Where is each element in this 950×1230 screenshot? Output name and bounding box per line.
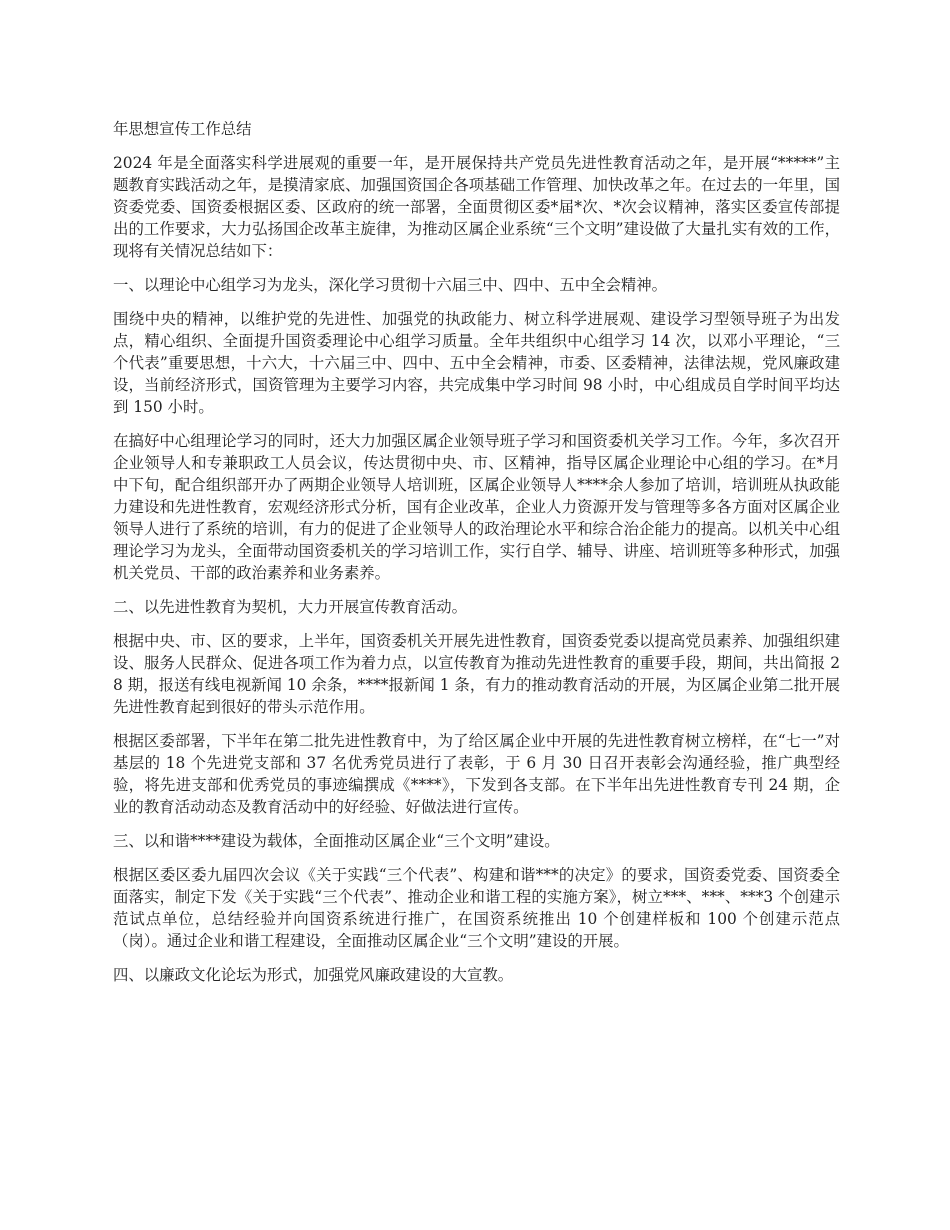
paragraph-1b: 在搞好中心组理论学习的同时，还大力加强区属企业领导班子学习和国资委机关学习工作。今年，多次召开企业领导人和专兼职政工人员会议，传达贯彻中央、市、区精神，指导区属企业理论中心组的学习。在*月中下旬，配合组织部开办了两期企业领导人培训班，区属企业领导人****余人参加了培训，培训班从执政能力建设和先进性教育，宏观经济形式分析，国有企业改革，企业人力资源开发与管理等多各方面对区属企业领导人进行了系统的培训，有力的促进了企业领导人的政治理论水平和综合治企能力的提高。以机关中心组理论学习为龙头，全面带动国资委机关的学习培训工作，实行自学、辅导、讲座、培训班等多种形式，加强机关党员、干部的政治素养和业务素养。 <box>113 432 840 582</box>
document-title: 年思想宣传工作总结 <box>113 120 252 138</box>
document-page <box>113 118 840 998</box>
section-heading-1: 一、以理论中心组学习为龙头，深化学习贯彻十六届三中、四中、五中全会精神。 <box>113 276 668 294</box>
paragraph-2a: 根据中央、市、区的要求，上半年，国资委机关开展先进性教育，国资委党委以提高党员素养、加强组织建设、服务人民群众、促进各项工作为着力点，以宣传教育为推动先进性教育的重要手段，期间，共出简报 28 期，报送有线电视新闻 10 余条，****报新闻 1 条，有力的推动教育活动的开展，为区属企业第二批开展先进性教育起到很好的带头示范作用。 <box>113 632 840 716</box>
section-heading-3: 三、以和谐****建设为载体，全面推动区属企业“三个文明”建设。 <box>113 832 560 850</box>
paragraph-2b: 根据区委部署，下半年在第二批先进性教育中，为了给区属企业中开展的先进性教育树立榜样，在“七一”对基层的 18 个先进党支部和 37 名优秀党员进行了表彰，于 6 月 30 日召开表彰会沟通经验，推广典型经验，将先进支部和优秀党员的事迹编撰成《****》，下发到各支部。在下半年出先进性教育专刊 24 期，企业的教育活动动态及教育活动中的好经验、好做法进行宣传。 <box>113 732 840 816</box>
section-heading-4: 四、以廉政文化论坛为形式，加强党风廉政建设的大宣教。 <box>113 966 514 984</box>
paragraph-intro: 2024 年是全面落实科学进展观的重要一年，是开展保持共产党员先进性教育活动之年，是开展“*****”主题教育实践活动之年，是摸清家底、加强国资国企各项基础工作管理、加快改革之年。在过去的一年里，国资委党委、国资委根据区委、区政府的统一部署，全面贯彻区委*届*次、*次会议精神，落实区委宣传部提出的工作要求，大力弘扬国企改革主旋律，为推动区属企业系统“三个文明”建设做了大量扎实有效的工作，现将有关情况总结如下： <box>113 154 840 260</box>
section-heading-2: 二、以先进性教育为契机，大力开展宣传教育活动。 <box>113 598 467 616</box>
paragraph-3a: 根据区委区委九届四次会议《关于实践“三个代表”、构建和谐***的决定》的要求，国资委党委、国资委全面落实，制定下发《关于实践“三个代表”、推动企业和谐工程的实施方案》，树立***、***、***3 个创建示范试点单位，总结经验并向国资系统进行推广，在国资系统推出 10 个创建样板和 100 个创建示范点（岗）。通过企业和谐工程建设，全面推动区属企业“三个文明”建设的开展。 <box>113 866 840 950</box>
paragraph-1a: 围绕中央的精神，以维护党的先进性、加强党的执政能力、树立科学进展观、建设学习型领导班子为出发点，精心组织、全面提升国资委理论中心组学习质量。全年共组织中心组学习 14 次，以邓小平理论，“三个代表”重要思想，十六大，十六届三中、四中、五中全会精神，市委、区委精神，法律法规，党风廉政建设，当前经济形式，国资管理为主要学习内容，共完成集中学习时间 98 小时，中心组成员自学时间平均达到 150 小时。 <box>113 310 840 416</box>
